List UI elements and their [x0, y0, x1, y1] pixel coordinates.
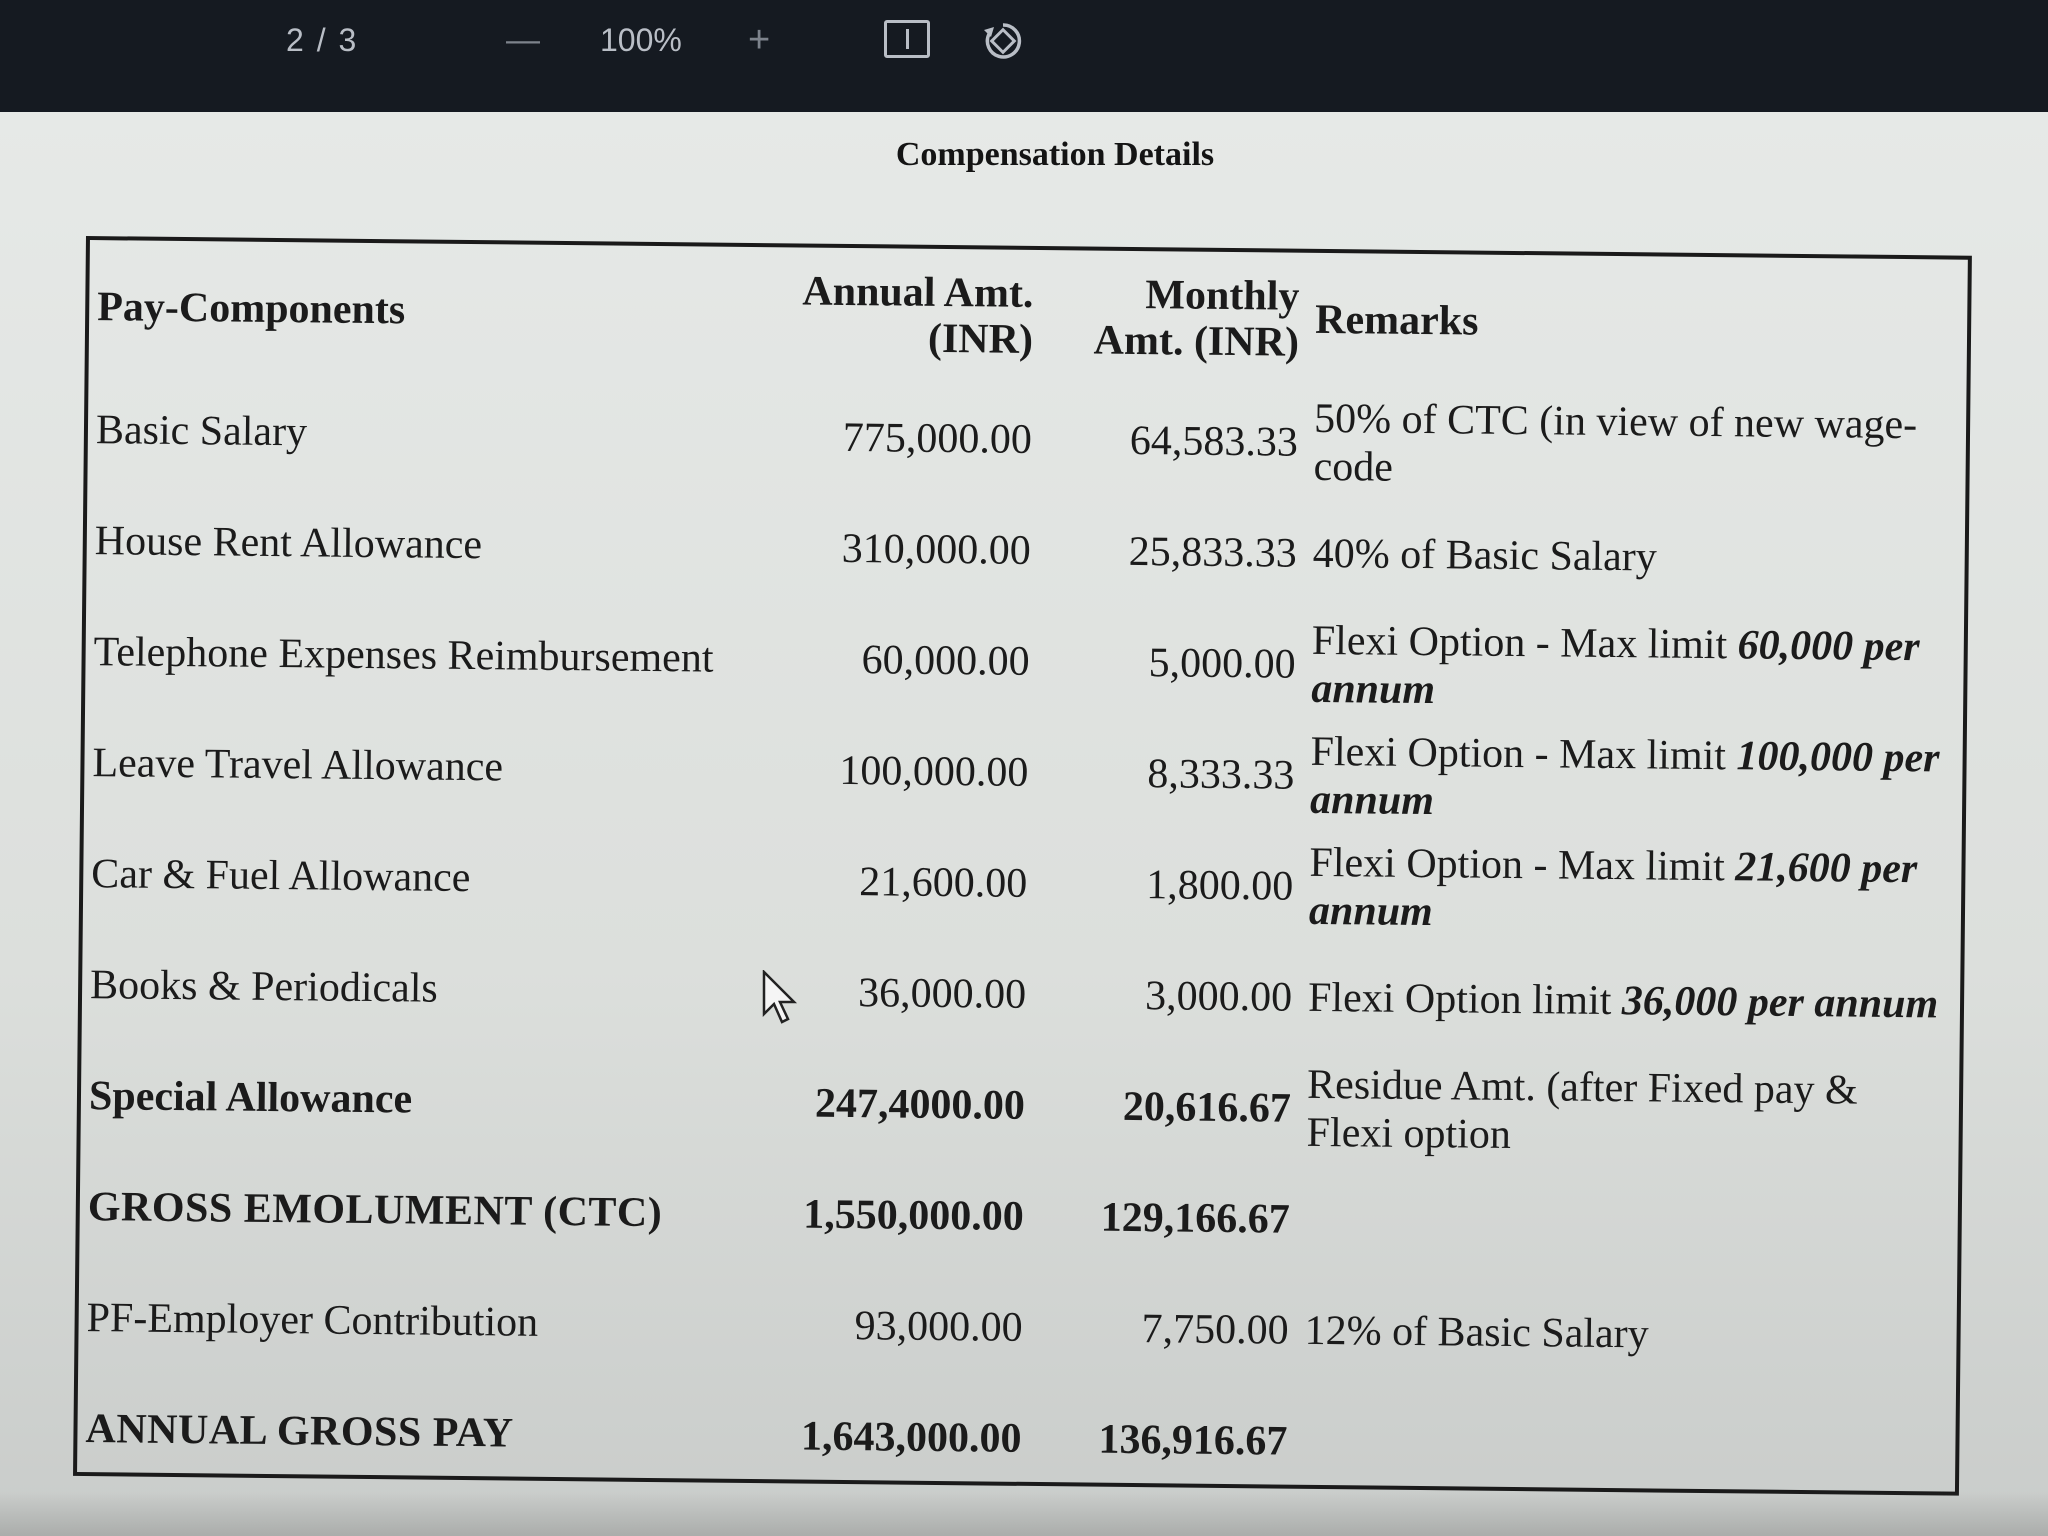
- row-annual: 775,000.00: [842, 414, 1033, 463]
- row-component: Special Allowance: [88, 1072, 413, 1122]
- row-component: Books & Periodicals: [89, 961, 439, 1012]
- remark-limit: 36,000 per annum: [1621, 977, 1939, 1027]
- viewer-toolbar: [0, 0, 2048, 112]
- row-monthly: 3,000.00: [1144, 972, 1293, 1021]
- row-monthly: 8,333.33: [1147, 750, 1295, 799]
- row-remark: [1302, 720, 1963, 838]
- row-monthly: 64,583.33: [1129, 417, 1299, 466]
- row-remark: [1296, 1275, 1957, 1393]
- row-remark: [1304, 498, 1965, 616]
- header-remarks: Remarks: [1314, 296, 1479, 345]
- remark-text: Residue Amt. (after Fixed pay & Flexi option: [1306, 1061, 1858, 1158]
- remark-text: Flexi Option limit: [1307, 974, 1623, 1024]
- row-monthly: 25,833.33: [1128, 528, 1297, 577]
- row-remark: [1298, 1053, 1959, 1171]
- row-remark: [1303, 609, 1964, 727]
- table-row: [86, 485, 1965, 616]
- row-monthly: 136,916.67: [1098, 1416, 1288, 1465]
- remark-text: 50% of CTC (in view of new wage-code: [1313, 395, 1918, 491]
- header-annual-line1: Annual Amt.: [802, 268, 1034, 317]
- table-row: [85, 596, 1964, 727]
- row-monthly: 7,750.00: [1141, 1305, 1289, 1354]
- header-monthly-line2: Amt. (INR): [1093, 317, 1300, 366]
- row-annual: 36,000.00: [857, 969, 1027, 1018]
- table-row: [82, 929, 1961, 1060]
- row-component: Telephone Expenses Reimbursement: [93, 628, 714, 682]
- table-row: [87, 374, 1966, 505]
- row-remark: [1297, 1164, 1958, 1282]
- row-component: Car & Fuel Allowance: [91, 850, 471, 901]
- remark-text: 12% of Basic Salary: [1304, 1307, 1649, 1357]
- row-annual: 21,600.00: [859, 858, 1028, 907]
- header-monthly-amount: [1041, 250, 1308, 387]
- document-page: [0, 112, 2048, 1536]
- table-row: [80, 1040, 1959, 1171]
- row-annual: 247,4000.00: [814, 1080, 1026, 1129]
- row-component: PF-Employer Contribution: [86, 1294, 539, 1346]
- row-component: Leave Travel Allowance: [92, 739, 504, 790]
- compensation-table: [73, 236, 1972, 1496]
- row-component: House Rent Allowance: [94, 517, 483, 568]
- row-annual: 60,000.00: [861, 636, 1030, 685]
- table-header-row: [89, 240, 1968, 394]
- row-annual: 93,000.00: [854, 1302, 1023, 1351]
- table-row: [83, 818, 1962, 949]
- page-indicator[interactable]: 2 / 3: [286, 22, 359, 58]
- row-annual: 1,550,000.00: [803, 1191, 1025, 1240]
- row-annual: 1,643,000.00: [800, 1413, 1022, 1462]
- document-title: Compensation Details: [895, 136, 1215, 173]
- zoom-level[interactable]: 100%: [600, 22, 682, 58]
- header-monthly-line1: Monthly: [1145, 272, 1300, 320]
- row-remark: [1305, 387, 1966, 505]
- mouse-cursor-icon: [760, 970, 800, 1030]
- row-monthly: 5,000.00: [1148, 639, 1296, 688]
- table-row: [79, 1151, 1958, 1282]
- row-monthly: 20,616.67: [1122, 1083, 1292, 1132]
- row-component: ANNUAL GROSS PAY: [85, 1405, 514, 1457]
- zoom-in-button[interactable]: +: [748, 19, 771, 61]
- remark-text: 40% of Basic Salary: [1312, 530, 1658, 580]
- remark-text: Flexi Option - Max limit: [1309, 839, 1736, 890]
- header-annual-amount: [725, 247, 1042, 384]
- row-remark: [1301, 831, 1962, 949]
- remark-limit: 21,600 per annum: [1308, 843, 1918, 935]
- rotate-icon[interactable]: [980, 18, 1026, 64]
- row-monthly: 1,800.00: [1146, 861, 1294, 910]
- table-row: [78, 1262, 1957, 1393]
- row-remark: [1295, 1386, 1956, 1504]
- table-row: [84, 707, 1963, 838]
- table-row: [77, 1373, 1956, 1504]
- fit-page-icon[interactable]: [884, 20, 930, 58]
- row-monthly: 129,166.67: [1100, 1194, 1291, 1243]
- row-annual: 100,000.00: [839, 747, 1029, 796]
- bottom-shadow: [0, 1492, 2048, 1536]
- remark-limit: 60,000 per annum: [1311, 621, 1920, 713]
- remark-text: Flexi Option - Max limit: [1311, 617, 1738, 668]
- header-pay-components: Pay-Components: [97, 284, 406, 334]
- remark-text: Flexi Option - Max limit: [1310, 728, 1737, 779]
- row-annual: 310,000.00: [841, 525, 1032, 574]
- header-annual-line2: (INR): [927, 315, 1034, 363]
- row-component: Basic Salary: [95, 406, 308, 455]
- row-remark: [1300, 942, 1961, 1060]
- zoom-out-button[interactable]: —: [506, 21, 540, 59]
- remark-limit: 100,000 per annum: [1309, 732, 1940, 824]
- row-component: GROSS EMOLUMENT (CTC): [87, 1183, 663, 1236]
